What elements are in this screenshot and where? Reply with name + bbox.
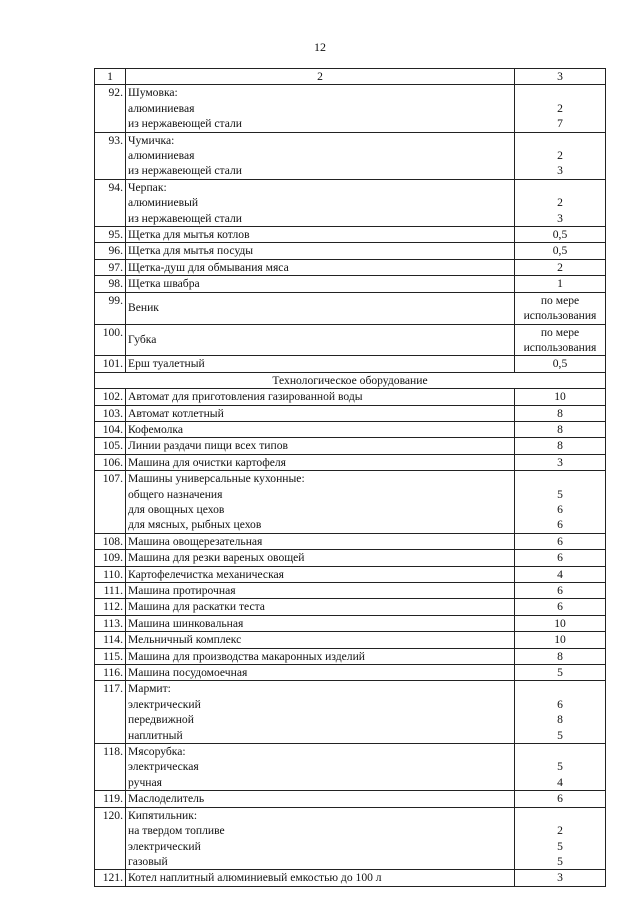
row-number: 117. xyxy=(95,681,126,744)
table-row xyxy=(95,550,606,566)
row-number: 106. xyxy=(95,454,126,470)
item-name-line: Шумовка: xyxy=(128,86,178,100)
item-name xyxy=(126,85,515,132)
item-name-line: наплитный xyxy=(128,728,183,742)
item-name xyxy=(126,179,515,226)
item-name-line: Картофелечистка механическая xyxy=(128,567,285,581)
row-number: 109. xyxy=(95,550,126,566)
item-quantity xyxy=(515,132,606,179)
item-quantity xyxy=(515,454,606,470)
item-quantity-line: 6 xyxy=(557,697,563,711)
table-row xyxy=(95,454,606,470)
header-col-number: 1 xyxy=(95,69,126,85)
item-name xyxy=(126,389,515,405)
table-row xyxy=(95,632,606,648)
row-number: 107. xyxy=(95,471,126,534)
item-name xyxy=(126,681,515,744)
item-quantity xyxy=(515,681,606,744)
item-name xyxy=(126,566,515,582)
item-quantity xyxy=(515,243,606,259)
item-quantity xyxy=(515,615,606,631)
table-row xyxy=(95,356,606,372)
item-quantity xyxy=(515,550,606,566)
row-number: 103. xyxy=(95,405,126,421)
item-name-line: Щетка для мытья посуды xyxy=(128,244,254,258)
item-name-line: газовый xyxy=(128,854,168,868)
table-row xyxy=(95,615,606,631)
item-name-line: из нержавеющей стали xyxy=(128,117,242,131)
item-quantity xyxy=(515,356,606,372)
item-name xyxy=(126,324,515,356)
item-name-line: Машина овощерезательная xyxy=(128,534,263,548)
row-number: 92. xyxy=(95,85,126,132)
table-row xyxy=(95,870,606,886)
item-quantity xyxy=(515,744,606,791)
item-name-line: Линии раздачи пищи всех типов xyxy=(128,439,288,453)
item-quantity-line: использования xyxy=(523,309,597,323)
item-quantity-line: 5 xyxy=(557,854,563,868)
table-header-row xyxy=(95,69,606,85)
item-quantity-line: 6 xyxy=(557,518,563,532)
item-name-line: Губка xyxy=(128,333,157,347)
table-row xyxy=(95,791,606,807)
row-number: 115. xyxy=(95,648,126,664)
item-quantity-line: 6 xyxy=(557,502,563,516)
item-name xyxy=(126,276,515,292)
row-number: 114. xyxy=(95,632,126,648)
item-name xyxy=(126,471,515,534)
table-row xyxy=(95,243,606,259)
table-row xyxy=(95,276,606,292)
item-name xyxy=(126,533,515,549)
item-name xyxy=(126,791,515,807)
item-quantity xyxy=(515,259,606,275)
item-quantity-line: 2 xyxy=(557,101,563,115)
item-quantity-line: 5 xyxy=(557,666,563,680)
item-name-line: электрическая xyxy=(128,760,199,774)
row-number: 112. xyxy=(95,599,126,615)
item-quantity xyxy=(515,179,606,226)
item-name xyxy=(126,870,515,886)
item-quantity xyxy=(515,421,606,437)
item-quantity-line: 8 xyxy=(557,649,563,663)
section-title: Технологическое оборудование xyxy=(95,372,606,388)
item-name-line: алюминиевая xyxy=(128,101,195,115)
item-quantity-line: по мере xyxy=(540,325,580,339)
item-name-line: Маслоделитель xyxy=(128,792,205,806)
item-quantity xyxy=(515,870,606,886)
item-quantity xyxy=(515,292,606,324)
table-row xyxy=(95,566,606,582)
item-name xyxy=(126,259,515,275)
row-number: 116. xyxy=(95,665,126,681)
item-quantity-line: 5 xyxy=(557,728,563,742)
row-number: 101. xyxy=(95,356,126,372)
row-number: 121. xyxy=(95,870,126,886)
item-quantity-line xyxy=(517,180,603,195)
item-quantity-line: 2 xyxy=(557,260,563,274)
item-quantity-line: 2 xyxy=(557,824,563,838)
header-col-name: 2 xyxy=(126,69,515,85)
item-quantity-line: по мере xyxy=(540,293,580,307)
item-quantity xyxy=(515,471,606,534)
item-name-line: Щетка швабра xyxy=(128,277,200,291)
item-name xyxy=(126,405,515,421)
section-row xyxy=(95,372,606,388)
item-quantity-line: 8 xyxy=(557,439,563,453)
item-name-line: Мельничный комплекс xyxy=(128,633,242,647)
item-name-line: Машина шинковальная xyxy=(128,616,244,630)
item-name-line: Машина протирочная xyxy=(128,584,236,597)
item-quantity xyxy=(515,438,606,454)
item-quantity-line: 8 xyxy=(557,406,563,420)
row-number: 94. xyxy=(95,179,126,226)
table-row xyxy=(95,807,606,870)
row-number: 102. xyxy=(95,389,126,405)
item-name-line: Машина для резки вареных овощей xyxy=(128,551,305,565)
item-quantity-line: 2 xyxy=(557,149,563,163)
item-name-line: Машина для производства макаронных изделий xyxy=(128,649,365,663)
item-quantity-line xyxy=(517,133,603,148)
item-name xyxy=(126,807,515,870)
row-number: 113. xyxy=(95,615,126,631)
row-number: 99. xyxy=(95,292,126,324)
item-quantity-line: 10 xyxy=(554,390,566,404)
item-quantity-line: 6 xyxy=(557,584,563,597)
item-quantity xyxy=(515,807,606,870)
item-name-line: ручная xyxy=(128,775,162,789)
item-name-line: Щетка для мытья котлов xyxy=(128,228,250,242)
item-name-line: общего назначения xyxy=(128,487,223,501)
item-quantity-line: 7 xyxy=(557,117,563,131)
item-name-line: Кипятильник: xyxy=(128,808,198,822)
table-row xyxy=(95,421,606,437)
item-quantity-line: 0,5 xyxy=(552,357,568,371)
item-name xyxy=(126,648,515,664)
item-name-line: Машина посудомоечная xyxy=(128,666,248,680)
item-quantity xyxy=(515,566,606,582)
row-number: 97. xyxy=(95,259,126,275)
item-quantity xyxy=(515,648,606,664)
table-row xyxy=(95,533,606,549)
item-name xyxy=(126,599,515,615)
item-quantity-line: 6 xyxy=(557,551,563,565)
item-name-line: электрический xyxy=(128,697,201,711)
item-name-line: Чумичка: xyxy=(128,133,175,147)
item-name-line: для овощных цехов xyxy=(128,502,225,516)
item-quantity-line: 6 xyxy=(557,534,563,548)
item-quantity-line xyxy=(517,85,603,100)
item-name xyxy=(126,243,515,259)
item-name xyxy=(126,356,515,372)
item-quantity-line: 10 xyxy=(554,616,566,630)
row-number: 118. xyxy=(95,744,126,791)
item-name-line: из нержавеющей стали xyxy=(128,164,242,178)
item-quantity-line: 1 xyxy=(557,277,563,291)
item-name-line: электрический xyxy=(128,839,201,853)
item-quantity-line xyxy=(517,744,603,759)
item-quantity xyxy=(515,632,606,648)
item-name-line: для мясных, рыбных цехов xyxy=(128,518,262,532)
table-row xyxy=(95,389,606,405)
item-quantity-line xyxy=(517,471,603,486)
item-name xyxy=(126,632,515,648)
item-name-line: Ерш туалетный xyxy=(128,357,205,371)
page-number: 12 xyxy=(314,40,326,54)
item-quantity-line: 5 xyxy=(557,839,563,853)
table-row xyxy=(95,85,606,132)
item-quantity-line xyxy=(517,681,603,696)
row-number: 93. xyxy=(95,132,126,179)
item-quantity-line: 2 xyxy=(557,196,563,210)
item-quantity xyxy=(515,85,606,132)
item-name xyxy=(126,665,515,681)
item-quantity xyxy=(515,324,606,356)
item-quantity xyxy=(515,533,606,549)
item-quantity-line: использования xyxy=(523,340,597,354)
item-quantity-line: 4 xyxy=(557,567,563,581)
item-name xyxy=(126,744,515,791)
item-quantity-line: 5 xyxy=(557,760,563,774)
row-number: 96. xyxy=(95,243,126,259)
item-name-line: Машина для раскатки теста xyxy=(128,600,265,614)
item-name-line: Автомат котлетный xyxy=(128,406,224,420)
item-name-line: передвижной xyxy=(128,713,194,727)
table-row xyxy=(95,227,606,243)
table-row xyxy=(95,471,606,534)
row-number: 120. xyxy=(95,807,126,870)
item-quantity xyxy=(515,276,606,292)
item-quantity xyxy=(515,599,606,615)
item-quantity-line: 6 xyxy=(557,600,563,614)
row-number: 104. xyxy=(95,421,126,437)
item-quantity-line xyxy=(517,808,603,823)
table-row xyxy=(95,259,606,275)
table-row xyxy=(95,599,606,615)
item-name-line: Машина для очистки картофеля xyxy=(128,455,286,469)
item-quantity xyxy=(515,665,606,681)
row-number: 95. xyxy=(95,227,126,243)
item-name-line: Щетка-душ для обмывания мяса xyxy=(128,260,289,274)
item-quantity-line: 5 xyxy=(557,487,563,501)
row-number: 119. xyxy=(95,791,126,807)
item-name-line: на твердом топливе xyxy=(128,824,225,838)
table-row xyxy=(95,648,606,664)
item-quantity-line: 6 xyxy=(557,792,563,806)
item-quantity-line: 3 xyxy=(557,211,563,225)
table-row xyxy=(95,324,606,356)
item-name xyxy=(126,583,515,599)
item-quantity-line: 8 xyxy=(557,713,563,727)
item-name-line: Машины универсальные кухонные: xyxy=(128,472,305,486)
row-number: 105. xyxy=(95,438,126,454)
row-number: 108. xyxy=(95,533,126,549)
item-quantity xyxy=(515,583,606,599)
item-name-line: Котел наплитный алюминиевый емкостью до 100 л xyxy=(128,871,382,885)
item-quantity-line: 3 xyxy=(557,871,563,885)
table-row xyxy=(95,681,606,744)
item-name xyxy=(126,454,515,470)
item-name xyxy=(126,227,515,243)
item-name xyxy=(126,615,515,631)
table-row xyxy=(95,132,606,179)
item-name xyxy=(126,438,515,454)
item-quantity-line: 3 xyxy=(557,455,563,469)
row-number: 111. xyxy=(95,583,126,599)
header-col-quantity: 3 xyxy=(515,69,606,85)
item-quantity-line: 3 xyxy=(557,164,563,178)
item-quantity-line: 10 xyxy=(554,633,566,647)
table-row xyxy=(95,292,606,324)
table-row xyxy=(95,583,606,599)
item-name-line: из нержавеющей стали xyxy=(128,211,242,225)
item-name-line: алюминиевая xyxy=(128,149,195,163)
item-name-line: Автомат для приготовления газированной воды xyxy=(128,390,363,404)
item-name-line: Кофемолка xyxy=(128,422,183,436)
table-row xyxy=(95,744,606,791)
row-number: 110. xyxy=(95,566,126,582)
item-name-line: алюминиевый xyxy=(128,196,199,210)
table-row xyxy=(95,438,606,454)
item-quantity xyxy=(515,227,606,243)
item-quantity xyxy=(515,389,606,405)
item-quantity xyxy=(515,791,606,807)
item-name-line: Мясорубка: xyxy=(128,745,186,759)
item-name xyxy=(126,421,515,437)
table-row xyxy=(95,179,606,226)
item-name-line: Веник xyxy=(128,301,159,315)
equipment-table xyxy=(94,68,606,887)
item-name-line: Мармит: xyxy=(128,682,171,696)
item-quantity-line: 4 xyxy=(557,775,563,789)
item-quantity xyxy=(515,405,606,421)
table-row xyxy=(95,405,606,421)
table-row xyxy=(95,665,606,681)
item-name xyxy=(126,132,515,179)
item-quantity-line: 0,5 xyxy=(552,228,568,242)
item-quantity-line: 0,5 xyxy=(552,244,568,258)
item-name-line: Черпак: xyxy=(128,180,167,194)
row-number: 100. xyxy=(95,324,126,356)
row-number: 98. xyxy=(95,276,126,292)
item-name xyxy=(126,292,515,324)
item-name xyxy=(126,550,515,566)
item-quantity-line: 8 xyxy=(557,422,563,436)
